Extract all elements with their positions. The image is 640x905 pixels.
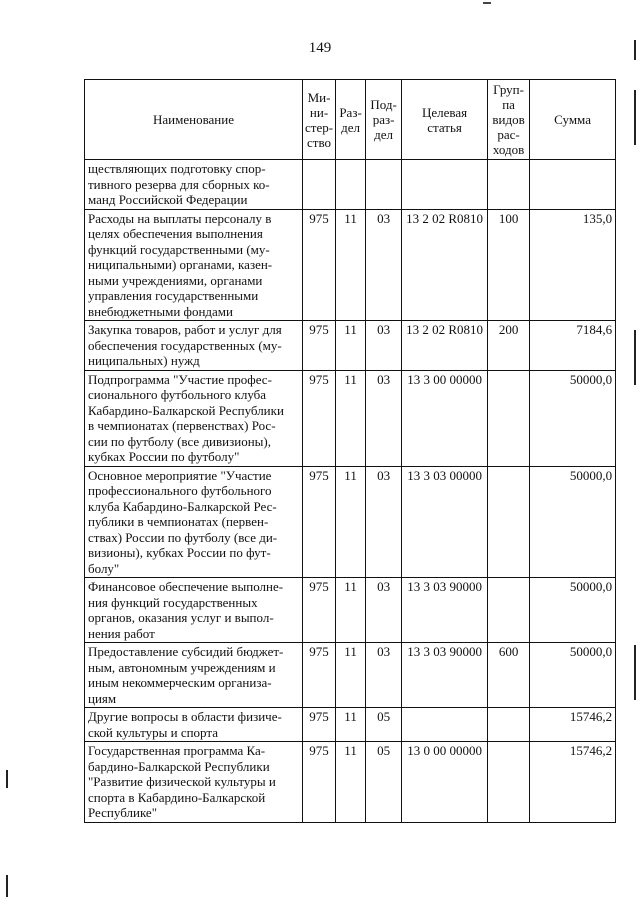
cell-subsection: 03: [366, 321, 402, 371]
header-section: Раз- дел: [336, 80, 366, 160]
cell-section: [336, 160, 366, 210]
scan-edge-mark: [634, 90, 636, 145]
cell-target: 13 3 03 00000: [402, 466, 488, 578]
budget-table: [84, 79, 616, 823]
cell-subsection: 05: [366, 708, 402, 742]
cell-target: 13 2 02 R0810: [402, 321, 488, 371]
cell-ministry: 975: [303, 643, 336, 708]
cell-sum: 50000,0: [530, 466, 616, 578]
cell-group: [488, 578, 530, 643]
cell-sum: 135,0: [530, 209, 616, 321]
cell-target: [402, 160, 488, 210]
table-row: [85, 643, 616, 708]
cell-name: Финансовое обеспечение выполне- ния функций государственных органов, оказания услуг и выпол- нения работ: [85, 578, 303, 643]
cell-subsection: 05: [366, 742, 402, 823]
cell-target: [402, 708, 488, 742]
header-group: Груп- па видов рас- ходов: [488, 80, 530, 160]
cell-group: 100: [488, 209, 530, 321]
header-target: Целевая статья: [402, 80, 488, 160]
table-row: [85, 708, 616, 742]
cell-name: Расходы на выплаты персоналу в целях обеспечения выполнения функций государственными (му- ниципальными) органами, казен- ными учреждениями, органами управления государственными внебюджетными фондами: [85, 209, 303, 321]
cell-subsection: 03: [366, 578, 402, 643]
scan-edge-mark: [634, 40, 636, 60]
cell-ministry: 975: [303, 466, 336, 578]
cell-sum: 15746,2: [530, 742, 616, 823]
table-row: [85, 209, 616, 321]
cell-name: ществляющих подготовку спор- тивного резерва для сборных ко- манд Российской Федерации: [85, 160, 303, 210]
cell-subsection: 03: [366, 466, 402, 578]
cell-section: 11: [336, 578, 366, 643]
page-number: 149: [308, 40, 332, 56]
table-row: [85, 578, 616, 643]
scan-edge-mark: [634, 330, 636, 385]
cell-target: 13 0 00 00000: [402, 742, 488, 823]
table-header-row: [85, 80, 616, 160]
cell-section: 11: [336, 370, 366, 466]
table-row: [85, 321, 616, 371]
cell-target: 13 2 02 R0810: [402, 209, 488, 321]
header-sum: Сумма: [530, 80, 616, 160]
header-name: Наименование: [85, 80, 303, 160]
cell-group: [488, 370, 530, 466]
cell-ministry: 975: [303, 209, 336, 321]
cell-subsection: 03: [366, 370, 402, 466]
table-row: [85, 742, 616, 823]
cell-sum: 50000,0: [530, 578, 616, 643]
cell-sum: [530, 160, 616, 210]
cell-name: Закупка товаров, работ и услуг для обеспечения государственных (му- ниципальных) нужд: [85, 321, 303, 371]
cell-target: 13 3 00 00000: [402, 370, 488, 466]
cell-group: [488, 466, 530, 578]
cell-section: 11: [336, 466, 366, 578]
cell-name: Предоставление субсидий бюджет- ным, автономным учреждениям и иным некоммерческим организа- циям: [85, 643, 303, 708]
cell-name: Другие вопросы в области физиче- ской культуры и спорта: [85, 708, 303, 742]
cell-section: 11: [336, 321, 366, 371]
cell-subsection: [366, 160, 402, 210]
header-subsection: Под- раз- дел: [366, 80, 402, 160]
cell-sum: 50000,0: [530, 643, 616, 708]
cell-name: Основное мероприятие "Участие профессионального футбольного клуба Кабардино-Балкарской Рес- публики в чемпионатах (первен- ствах) России по футболу (все ди- визионы), кубках России по фут- болу": [85, 466, 303, 578]
cell-ministry: [303, 160, 336, 210]
table-row: [85, 466, 616, 578]
cell-subsection: 03: [366, 209, 402, 321]
cell-section: 11: [336, 643, 366, 708]
cell-name: Подпрограмма "Участие профес- сионального футбольного клуба Кабардино-Балкарской Республики в чемпионатах (первенствах) Рос- сии по футболу (все дивизионы), кубках России по футболу": [85, 370, 303, 466]
cell-ministry: 975: [303, 708, 336, 742]
cell-sum: 50000,0: [530, 370, 616, 466]
cell-target: 13 3 03 90000: [402, 578, 488, 643]
cell-group: 200: [488, 321, 530, 371]
scan-edge-mark: [634, 645, 636, 700]
cell-sum: 15746,2: [530, 708, 616, 742]
table-row: [85, 160, 616, 210]
cell-sum: 7184,6: [530, 321, 616, 371]
cell-section: 11: [336, 742, 366, 823]
cell-group: [488, 742, 530, 823]
cell-ministry: 975: [303, 321, 336, 371]
cell-subsection: 03: [366, 643, 402, 708]
header-ministry: Ми- ни- стер- ство: [303, 80, 336, 160]
scan-dash-mark: [483, 2, 491, 4]
table-row: [85, 370, 616, 466]
cell-group: [488, 160, 530, 210]
cell-section: 11: [336, 708, 366, 742]
scan-edge-mark: [6, 770, 8, 788]
cell-target: 13 3 03 90000: [402, 643, 488, 708]
cell-ministry: 975: [303, 370, 336, 466]
cell-name: Государственная программа Ка- бардино-Балкарской Республики "Развитие физической культуры и спорта в Кабардино-Балкарской Республике": [85, 742, 303, 823]
cell-group: 600: [488, 643, 530, 708]
cell-section: 11: [336, 209, 366, 321]
cell-ministry: 975: [303, 578, 336, 643]
cell-group: [488, 708, 530, 742]
cell-ministry: 975: [303, 742, 336, 823]
scan-edge-mark: [6, 875, 8, 897]
